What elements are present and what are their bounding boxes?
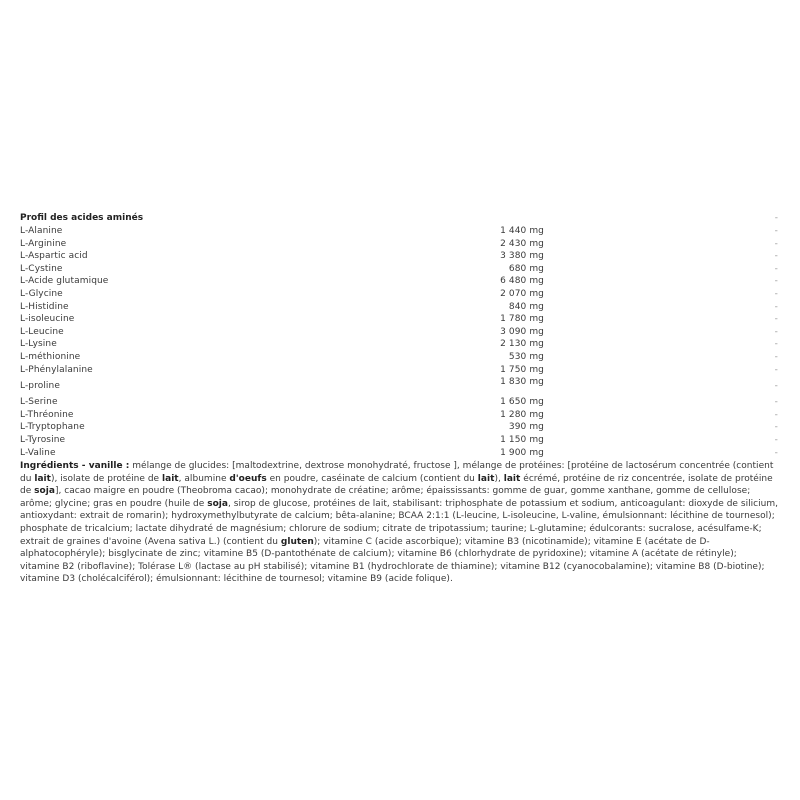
amino-acid-name: L-Tyrosine [20,434,66,445]
amino-acid-amount: 3 380 mg [500,251,544,262]
dash-marker: - [774,213,778,223]
table-row [20,250,778,263]
dash-marker: - [774,380,778,391]
amino-acid-name: L-méthionine [20,351,81,362]
amino-acid-name: L-Arginine [20,238,67,249]
allergen: d'oeufs [229,473,267,484]
dash-marker: - [774,263,778,274]
amino-acid-name: L-Acide glutamique [20,276,109,287]
table-row [20,364,778,377]
amino-acid-name: L-Phénylalanine [20,364,93,375]
amino-acid-amount: 1 150 mg [500,434,544,445]
amino-acid-amount: 680 mg [508,263,544,274]
amino-acid-name: L-Lysine [20,339,57,350]
table-row [20,288,778,301]
dash-marker: - [774,409,778,420]
amino-acid-amount: 840 mg [508,301,544,312]
table-row [20,351,778,364]
amino-acid-amount: 390 mg [508,422,544,433]
dash-marker: - [774,364,778,375]
amino-acid-name: L-Serine [20,397,58,408]
table-row [20,275,778,288]
dash-marker: - [774,288,778,299]
table-row [20,434,778,447]
dash-marker: - [774,326,778,337]
amino-acid-name: L-Leucine [20,326,64,337]
ingredients-label: Ingrédients - vanille : [20,461,130,472]
amino-acid-name: L-proline [20,380,60,391]
amino-acid-name: L-Aspartic acid [20,251,88,262]
table-row [20,301,778,314]
amino-acid-amount: 1 830 mg [500,377,544,388]
dash-marker: - [774,397,778,408]
allergen: lait [162,473,179,484]
amino-acid-amount: 3 090 mg [500,326,544,337]
amino-acid-amount: 2 070 mg [500,288,544,299]
amino-acid-amount: 1 650 mg [500,397,544,408]
amino-acid-amount: 2 430 mg [500,238,544,249]
amino-acid-amount: 1 280 mg [500,409,544,420]
dash-marker: - [774,434,778,445]
dash-marker: - [774,447,778,458]
allergen: gluten [280,536,314,547]
nutrition-panel [20,212,778,586]
amino-acid-rows [20,225,778,459]
amino-acid-amount: 2 130 mg [500,339,544,350]
amino-acid-name: L-Histidine [20,301,69,312]
dash-marker: - [774,226,778,236]
amino-acid-table [20,212,778,459]
table-row [20,225,778,238]
table-row [20,447,778,460]
amino-acid-amount: 1 440 mg [500,226,544,236]
amino-acid-name: L-Thréonine [20,409,74,420]
amino-acid-name: L-isoleucine [20,314,75,325]
dash-marker: - [774,314,778,325]
dash-marker: - [774,422,778,433]
dash-marker: - [774,238,778,249]
dash-marker: - [774,351,778,362]
amino-acid-amount: 1 900 mg [500,447,544,458]
allergen: lait [503,473,521,484]
table-row [20,409,778,422]
table-row [20,421,778,434]
ingredients-paragraph: Ingrédients - vanille : mélange de glucides: [maltodextrine, dextrose monohydraté, fructose ], mélange de protéines: [protéine de lactosérum concentrée (contient du lait), isolate de protéine de lait, albumine d'oeufs en poudre, caséinate de calcium (contient du lait), lait écrémé, protéine de riz concentrée, isolate de protéine de soja], cacao maigre en poudre (Theobroma cacao); monohydrate de créatine; arôme; épaississants: gomme de guar, gomme xanthane, gomme de cellulose; arôme; glycine; gras en poudre (huile de soja, sirop de glucose, protéines de lait, stabilisant: triphosphate de potassium et sodium, anticoagulant: dioxyde de silicium, antioxydant: extrait de romarin); hydroxymethylbutyrate de calcium; bêta-alanine; BCAA 2:1:1 (L-leucine, L-isoleucine, L-valine, émulsionnant: lécithine de tournesol); phosphate de tricalcium; lactate dihydraté de magnésium; chlorure de sodium; citrate de tripotassium; taurine; L-glutamine; édulcorants: sucralose, acésulfame-K; extrait de graines d'avoine (Avena sativa L.) (contient du gluten); vitamine C (acide ascorbique); vitamine B3 (nicotinamide); vitamine E (acétate de D-alphatocophéryle); bisglycinate de zinc; vitamine B5 (D-pantothénate de calcium); vitamine B6 (chlorhydrate de pyridoxine); vitamine A (acétate de rétinyle); vitamine B2 (riboflavine); Tolérase L® (lactase au pH stabilisé); vitamine B1 (hydrochlorate de thiamine); vitamine B12 (cyanocobalamine); vitamine B8 (D-biotine); vitamine D3 (cholécalciférol); émulsionnant: lécithine de tournesol; vitamine B9 (acide folique). [20,461,779,585]
dash-marker: - [774,276,778,287]
table-header-row [20,212,778,225]
table-row [20,338,778,351]
amino-acid-name: L-Valine [20,447,56,458]
table-row [20,396,778,409]
amino-acid-name: L-Tryptophane [20,422,85,433]
allergen: lait [477,473,495,484]
table-row [20,263,778,276]
allergen: soja [207,498,228,509]
table-row [20,238,778,251]
dash-marker: - [774,339,778,350]
amino-acid-name: L-Cystine [20,263,63,274]
amino-acid-amount: 6 480 mg [500,276,544,287]
amino-acid-amount: 530 mg [508,351,544,362]
table-row [20,313,778,326]
table-row [20,376,778,396]
amino-acid-name: L-Alanine [20,226,63,236]
table-row [20,326,778,339]
dash-marker: - [774,301,778,312]
dash-marker: - [774,251,778,262]
amino-acid-amount: 1 780 mg [500,314,544,325]
allergen: soja [34,486,55,497]
amino-acid-name: L-Glycine [20,288,63,299]
allergen: lait [34,473,51,484]
table-title: Profil des acides aminés [20,213,144,223]
amino-acid-amount: 1 750 mg [500,364,544,375]
